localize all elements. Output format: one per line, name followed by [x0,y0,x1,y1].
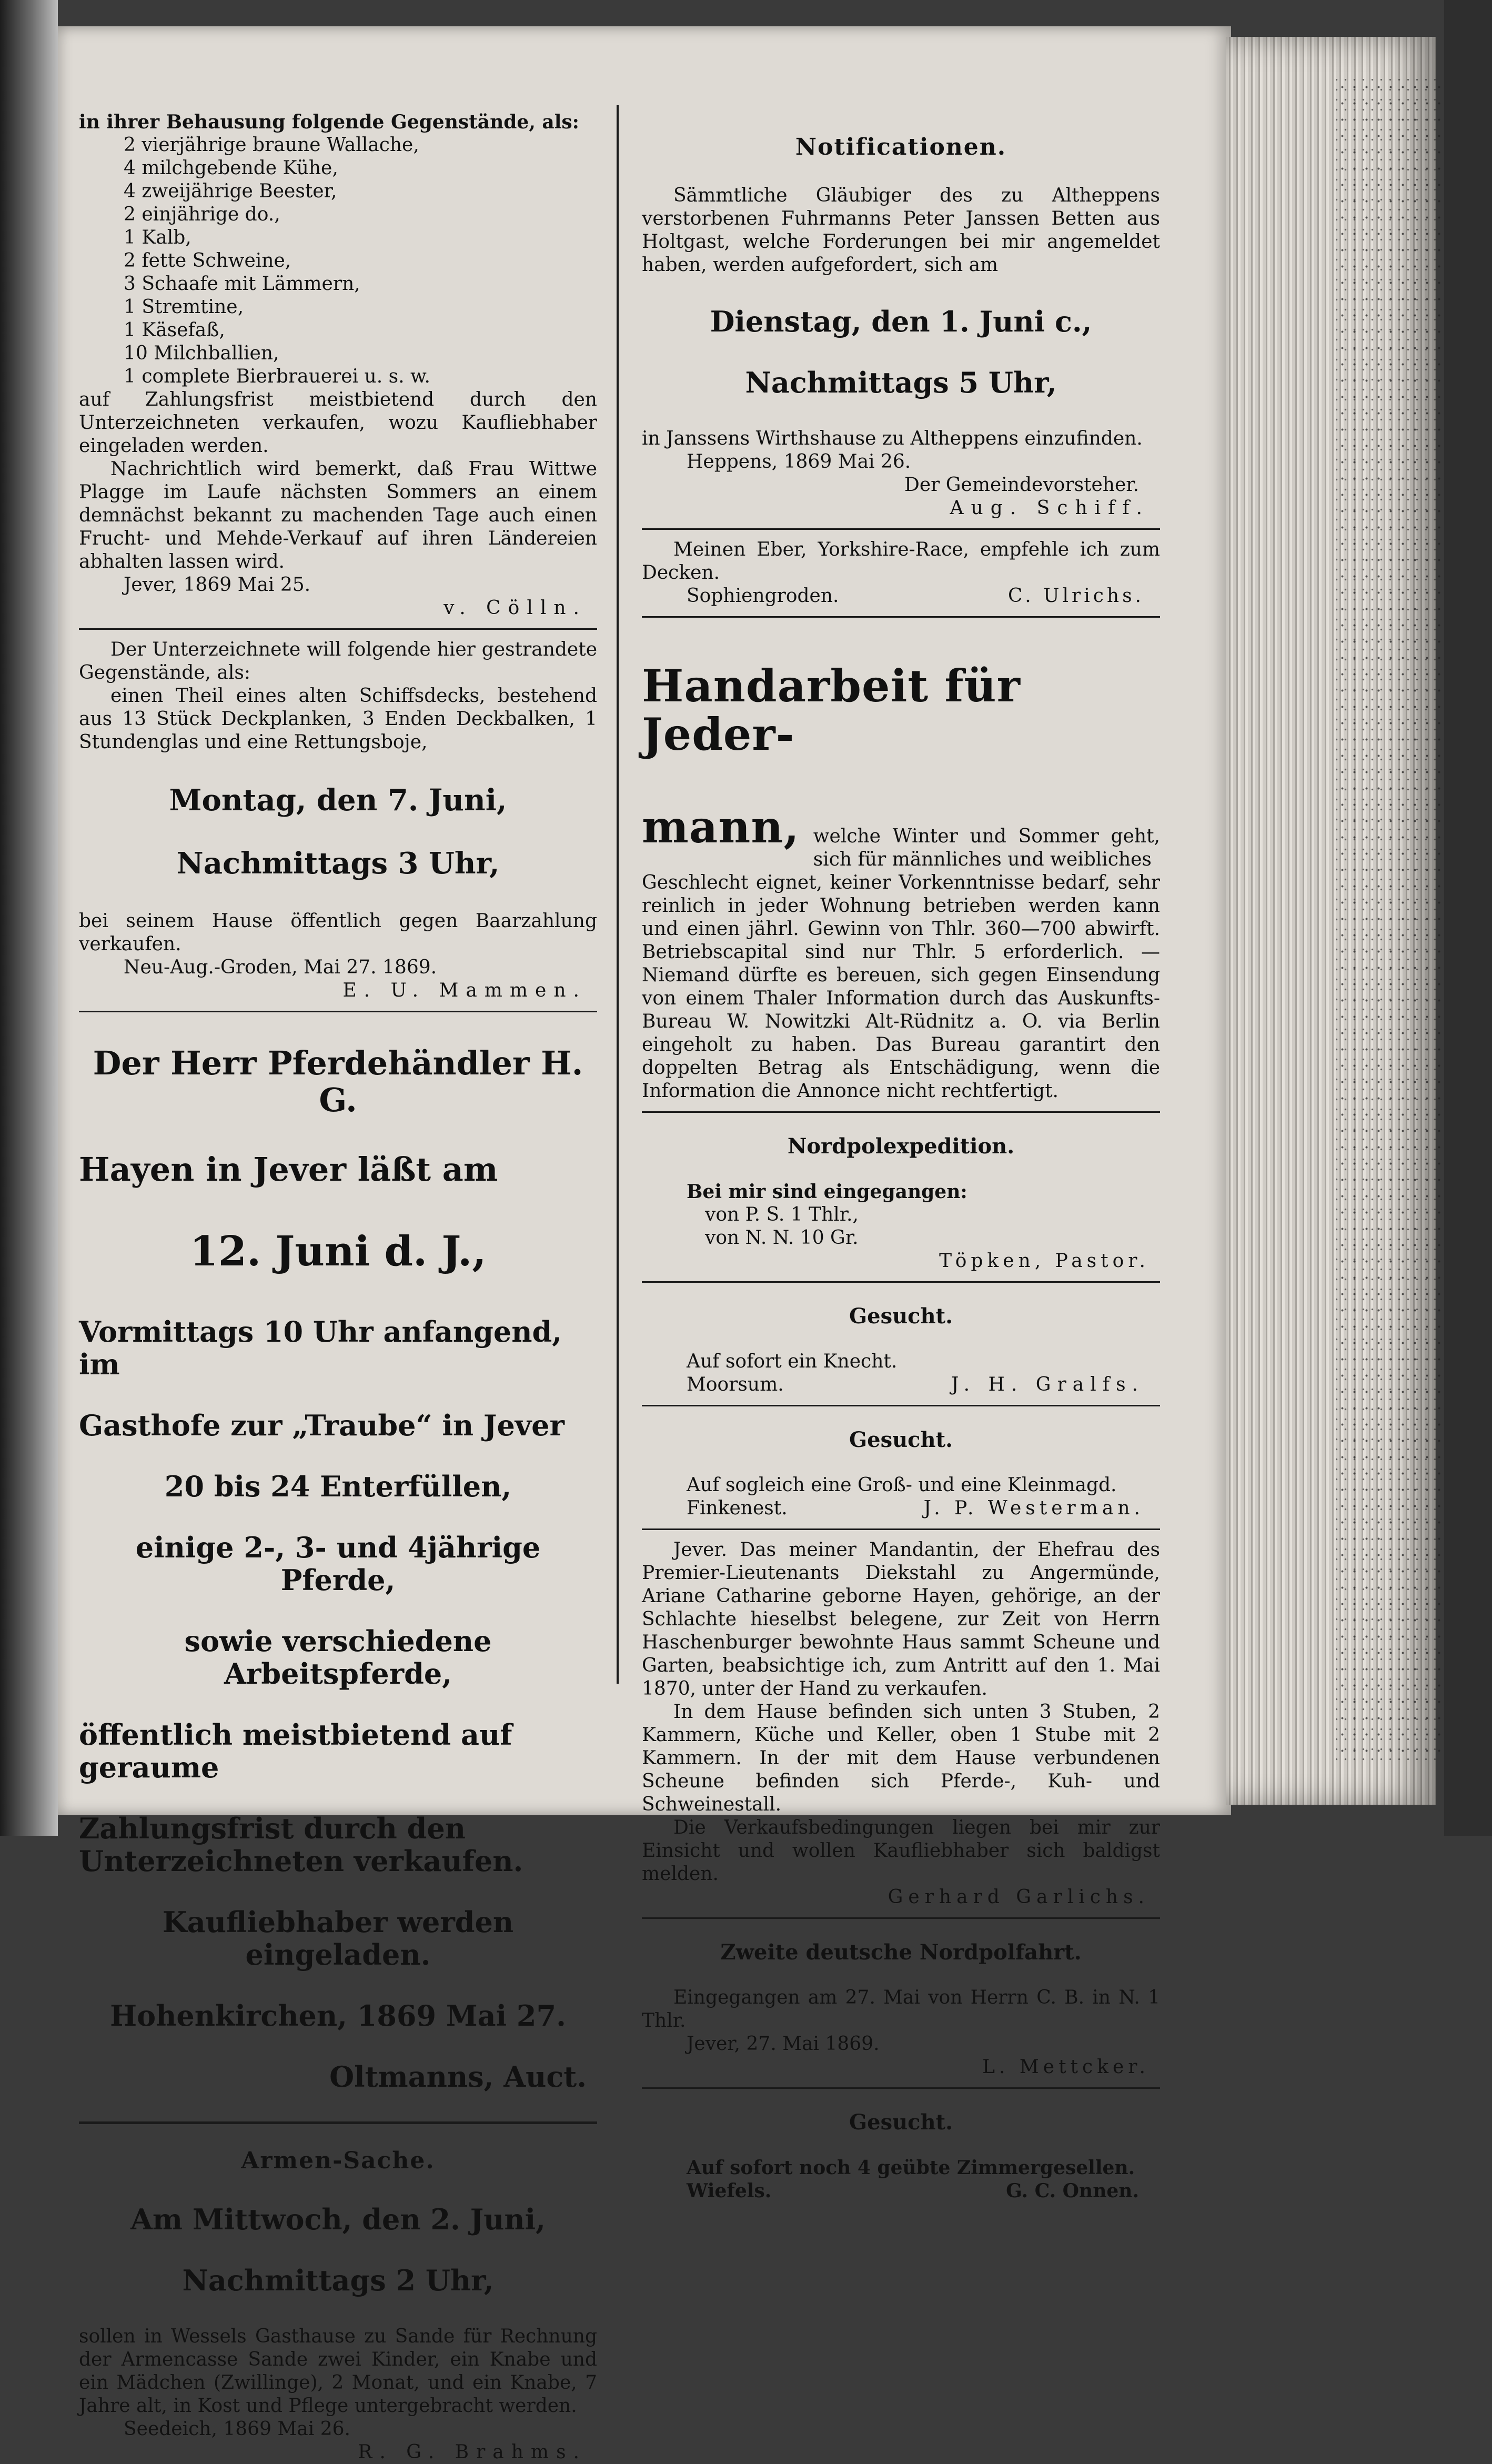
haus-signature: Gerhard Garlichs. [888,1886,1150,1908]
ad3-line4: Gasthofe zur „Traube“ in Jever [79,1409,564,1442]
ad-wanted-maids [642,1427,1160,1520]
ad3-line1: Der Herr Pferdehändler H. G. [93,1044,583,1119]
notif-role: Der Gemeindevorsteher. [904,474,1139,496]
divider [642,1111,1160,1113]
ad4-date-line1: Am Mittwoch, den 2. Juni, [130,2202,546,2236]
eber-text: Meinen Eber, Yorkshire-Race, empfehle ich zum Decken. [642,539,1160,584]
column-divider [617,105,619,1684]
notif-place-date: Heppens, 1869 Mai 26. [687,451,911,472]
ad1-item: 1 Stremtine, [124,296,244,318]
divider [79,2121,597,2124]
gesucht2-place: Finkenest. [687,1497,788,1519]
nordpol1-heading: Nordpolexpedition. [787,1134,1015,1159]
gesucht1-heading: Gesucht. [849,1304,953,1329]
gesucht1-footer [642,1373,1160,1396]
gesucht2-footer [642,1497,1160,1520]
notif-text2: in Janssens Wirthshause zu Altheppens einzufinden. [642,428,1143,449]
divider [642,2087,1160,2089]
nordpol2-heading: Zweite deutsche Nordpolfahrt. [720,1940,1082,1965]
notif-signature: Aug. Schiff. [950,497,1150,519]
right-column [642,110,1160,2202]
handarbeit-mann: mann, [642,801,800,853]
handarbeit-headline: Handarbeit für Jeder- [642,660,1021,760]
divider [642,1528,1160,1530]
gesucht3-heading: Gesucht. [849,2110,953,2135]
gesucht2-text: Auf sogleich eine Groß- und eine Kleinmagd. [687,1474,1117,1496]
ad1-item: 4 zweijährige Beester, [124,180,337,202]
ad-notifications [642,134,1160,520]
haus-text3: Die Verkaufsbedingungen liegen bei mir zur Einsicht und wollen Kaufliebhaber sich baldigst melden. [642,1817,1160,1885]
ad2-date-line1: Montag, den 7. Juni, [169,783,507,818]
ad3-line8: öffentlich meistbietend auf geraume [79,1718,512,1784]
gesucht3-text: Auf sofort noch 4 geübte Zimmergesellen. [687,2157,1135,2179]
ad-house-sale [642,1538,1160,1909]
ad2-text1: Der Unterzeichnete will folgende hier gestrandete Gegenstände, als: [79,639,597,683]
ad4-text: sollen in Wessels Gasthause zu Sande für Rechnung der Armencasse Sande zwei Kinder, ein Knabe und ein Mädchen (Zwillinge), 2 Monat, und ein Knabe, 7 Jahre alt, in Kost und Pflege untergebracht werden. [79,2326,597,2417]
handarbeit-text: Geschlecht eignet, keiner Vorkenntnisse bedarf, sehr reinlich in jeder Wohnung betrieben werden kann und einen jährl. Gewinn von Thlr. 360—700 abwirft. Betriebscapital sind nur Thlr. 5 erforderlich. — Niemand dürfte es bereuen, sich gegen Einsendung von einem Thaler Information durch das Auskunfts-Bureau W. Nowitzki Alt-Rüdnitz a. O. via Berlin eingeholt zu haben. Das Bureau garantirt den doppelten Betrag als Entschädigung, wenn die Information die Annonce nicht rechtfertigt. [642,872,1160,1102]
nordpol1-item: von N. N. 10 Gr. [705,1227,859,1249]
ad-stranded-goods [79,638,597,1002]
divider [79,1011,597,1012]
page-edge-speckle [1336,79,1441,1763]
ad-handiwork [642,662,1160,1103]
ad1-note: Nachrichtlich wird bemerkt, daß Frau Wittwe Plagge im Laufe nächsten Sommers an einem demnächst bekannt zu machenden Tage auch einen Frucht- und Mehde-Verkauf auf ihren Ländereien abhalten lassen wird. [79,458,597,572]
ad2-text3: bei seinem Hause öffentlich gegen Baarzahlung verkaufen. [79,910,597,955]
ad3-line10: Kaufliebhaber werden eingeladen. [162,1905,514,1972]
ad4-date-line2: Nachmittags 2 Uhr, [182,2264,494,2297]
ad-wanted-farmhand [642,1304,1160,1396]
ad3-date: 12. Juni d. J., [189,1228,487,1275]
ad1-item: 3 Schaafe mit Lämmern, [124,273,360,295]
notif-date-line1: Dienstag, den 1. Juni c., [710,305,1092,338]
gesucht2-signature: J. P. Westerman. [923,1497,1144,1519]
gesucht1-place: Moorsum. [687,1374,784,1395]
divider [642,1917,1160,1919]
ad3-line5: 20 bis 24 Enterfüllen, [164,1470,512,1503]
ad1-text: auf Zahlungsfrist meistbietend durch den Unterzeichneten verkaufen, wozu Kaufliebhaber eingeladen werden. [79,389,597,457]
nordpol2-text: Eingegangen am 27. Mai von Herrn C. B. in N. 1 Thlr. [642,1987,1160,2031]
ad1-item: 1 Kalb, [124,227,191,248]
nordpol2-place-date: Jever, 27. Mai 1869. [687,2033,880,2055]
eber-footer [642,585,1160,608]
handarbeit-text-inline: welche Winter und Sommer geht, sich für männliches und weibliches [813,826,1160,870]
handarbeit-mann-line [642,803,1160,871]
ad1-item: 1 Käsefaß, [124,319,225,341]
ad3-line7: sowie verschiedene Arbeitspferde, [184,1624,492,1691]
ad1-signature: v. Cölln. [443,597,587,619]
ad3-line3: Vormittags 10 Uhr anfangend, im [79,1315,562,1381]
ad2-text2: einen Theil eines alten Schiffsdecks, bestehend aus 13 Stück Deckplanken, 3 Enden Deckbalken, 1 Stundenglas und eine Rettungsboje, [79,685,597,753]
ad1-item: 2 fette Schweine, [124,250,291,271]
nordpol1-intro: Bei mir sind eingegangen: [687,1181,967,1203]
notif-date-line2: Nachmittags 5 Uhr, [745,366,1057,399]
divider [642,528,1160,530]
ad4-heading: Armen-Sache. [241,2147,435,2174]
eber-signature: C. Ulrichs. [1008,585,1144,607]
ad-poor-relief [79,2147,597,2464]
nordpol2-signature: L. Mettcker. [982,2056,1150,2078]
gesucht1-signature: J. H. Gralfs. [951,1374,1144,1395]
nordpol1-signature: Töpken, Pastor. [939,1250,1150,1272]
ad-boar [642,538,1160,608]
ad3-line2: Hayen in Jever läßt am [79,1150,498,1189]
book-left-edge [0,0,58,1836]
ad1-item: 10 Milchballien, [124,343,279,364]
ad1-item: 2 einjährige do., [124,204,280,225]
gesucht3-footer [642,2179,1160,2202]
divider [642,1405,1160,1406]
ad4-place-date: Seedeich, 1869 Mai 26. [124,2418,350,2440]
divider [642,1281,1160,1283]
gesucht3-signature: G. C. Onnen. [1006,2180,1139,2202]
ad1-item: 1 complete Bierbrauerei u. s. w. [124,366,430,387]
eber-place: Sophiengroden. [687,585,839,607]
notif-text1: Sämmtliche Gläubiger des zu Altheppens verstorbenen Fuhrmanns Peter Janssen Betten aus Holtgast, welche Forderungen bei mir angemeldet haben, werden aufgefordert, sich am [642,185,1160,276]
ad1-item: 2 vierjährige braune Wallache, [124,134,419,156]
ad3-line6: einige 2-, 3- und 4jährige Pferde, [135,1531,541,1597]
background-right [1444,0,1492,1836]
divider [79,628,597,630]
divider [642,616,1160,618]
gesucht2-heading: Gesucht. [849,1427,953,1452]
ad-north-pole-expedition [642,1134,1160,1273]
ad2-signature: E. U. Mammen. [342,980,587,1001]
ad3-line11: Hohenkirchen, 1869 Mai 27. [110,1999,566,2033]
ad-horse-auction [79,1045,597,2093]
ad1-place-date: Jever, 1869 Mai 25. [124,574,311,596]
ad-second-north-pole-voyage [642,1940,1160,2079]
ad-livestock-sale [79,110,597,620]
gesucht1-text: Auf sofort ein Knecht. [687,1351,898,1372]
ad1-intro: in ihrer Behausung folgende Gegenstände, als: [79,111,579,133]
ad3-line9: Zahlungsfrist durch den Unterzeichneten verkaufen. [79,1812,523,1878]
nordpol1-item: von P. S. 1 Thlr., [705,1204,859,1225]
ad1-item: 4 milchgebende Kühe, [124,157,338,179]
ad2-place-date: Neu-Aug.-Groden, Mai 27. 1869. [124,957,437,978]
ad4-signature: R. G. Brahms. [358,2441,587,2463]
ad2-date-line2: Nachmittags 3 Uhr, [176,846,500,881]
gesucht3-place: Wiefels. [687,2180,772,2202]
left-column [79,110,597,2464]
notif-heading: Notificationen. [795,134,1007,160]
ad3-signature: Oltmanns, Auct. [329,2060,587,2094]
haus-text1: Jever. Das meiner Mandantin, der Ehefrau des Premier-Lieutenants Diekstahl zu Angermünde, Ariane Catharine geborne Hayen, gehörige, an der Schlachte hieselbst belegene, zur Zeit von Herrn Haschenburger bewohnte Haus sammt Scheune und Garten, beabsichtige ich, zum Antritt auf den 1. Mai 1870, unter der Hand zu verkaufen. [642,1539,1160,1699]
ad-wanted-carpenters [642,2110,1160,2202]
haus-text2: In dem Hause befinden sich unten 3 Stuben, 2 Kammern, Küche und Keller, oben 1 Stube mit 2 Kammern. In der mit dem Hause verbundenen Scheune befinden sich Pferde-, Kuh- und Schweinestall. [642,1701,1160,1815]
